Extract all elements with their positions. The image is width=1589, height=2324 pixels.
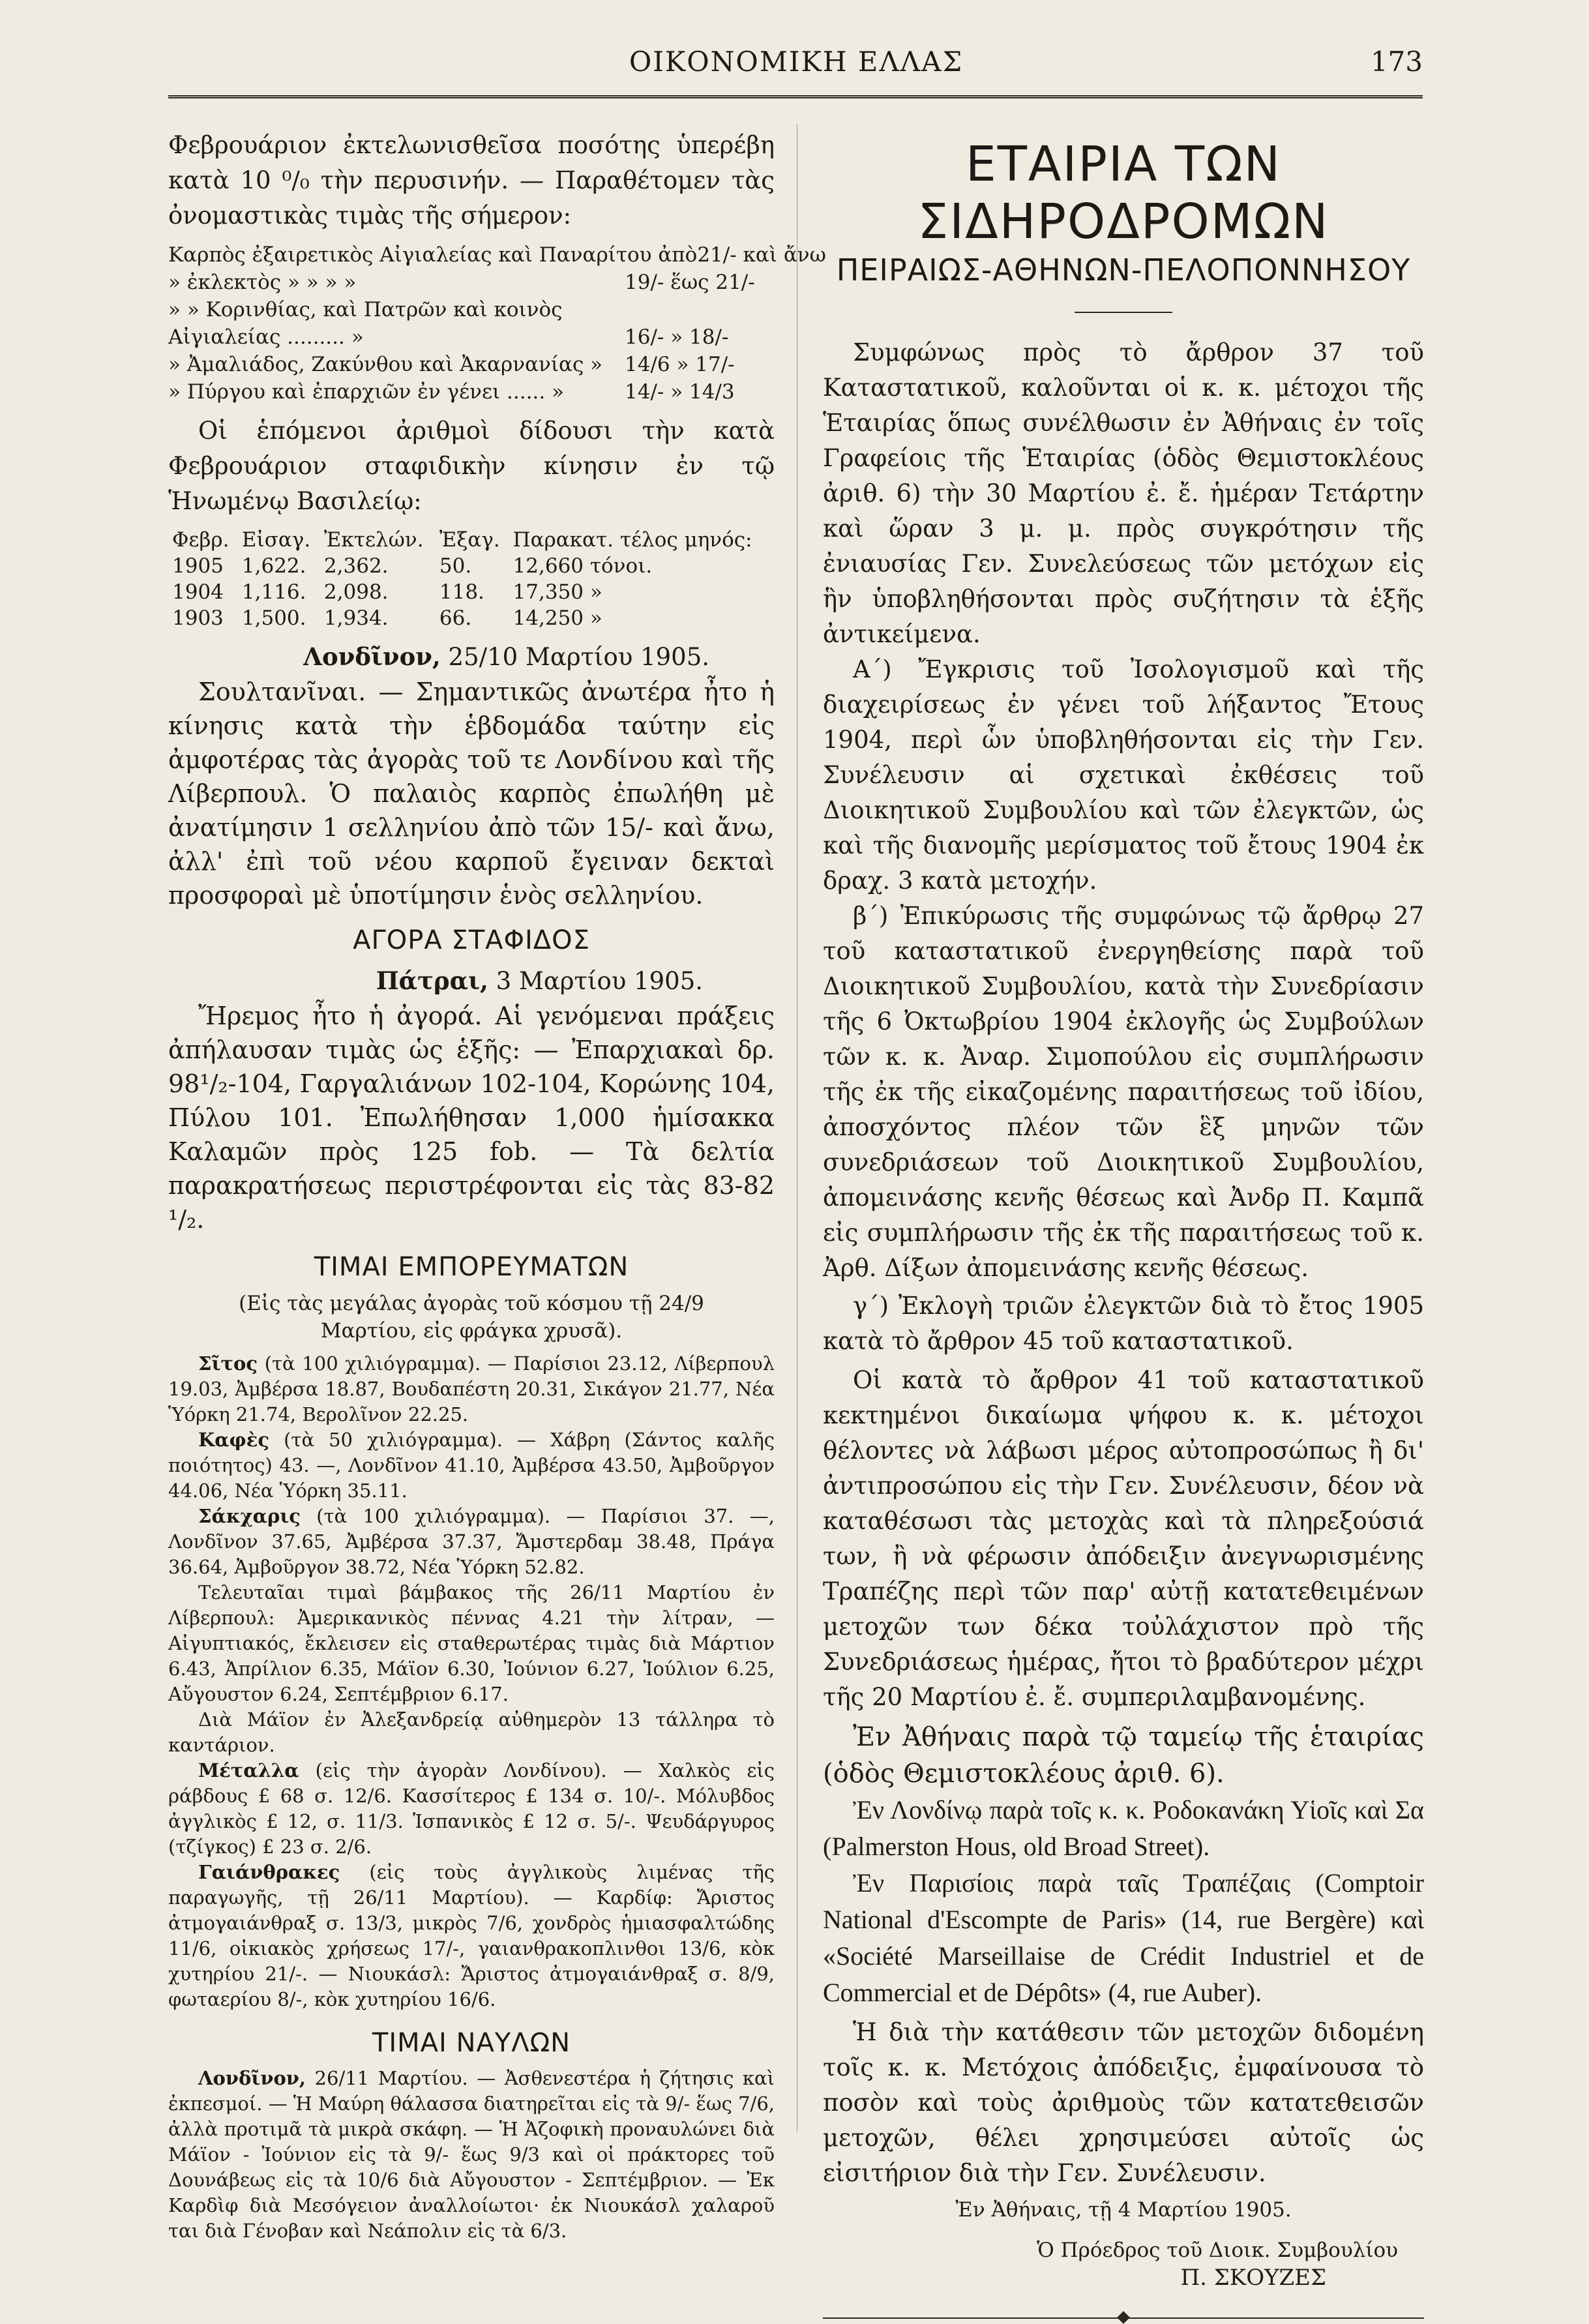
fruit-price-row (168, 269, 775, 296)
freight-prices-heading: ΤΙΜΑΙ ΝΑΥΛΩΝ (372, 2028, 571, 2058)
stats-cell: 1,622. (241, 554, 306, 578)
agenda-item-c: γ΄) Ἐκλογὴ τριῶν ἐλεγκτῶν διὰ τὸ ἔτος 1905 κατὰ τὸ ἄρθρον 45 τοῦ καταστατικοῦ. (823, 1292, 1424, 1355)
fruit-grade: Καρπὸς ἐξαιρετικὸς Αἰγιαλείας καὶ Παναρίτου ἀπὸ (168, 243, 698, 267)
stats-header: Ἐκτελών. (323, 528, 424, 552)
goods-entry (168, 1351, 775, 1427)
freight-city: Λονδῖνον, (198, 2067, 306, 2089)
commodity-prices: (τὰ 100 χιλιόγραμμα). — Παρίσιοι 23.12, Λίβερπουλ 19.03, Ἀμβέρσα 18.87, Βουδαπέστη 20.31, Σικάγον 21.77, Νέα Ὑόρκη 21.74, Βερολῖνον 22.25. (168, 1352, 775, 1425)
dateline-city: Λονδῖνον, (303, 642, 441, 671)
stats-header: Φεβρ. (172, 528, 230, 552)
deposit-athens: Ἐν Ἀθήναις παρὰ τῷ ταμείῳ τῆς ἑταιρίας (ὁδὸς Θεμιστοκλέους ἀριθ. 6). (823, 1722, 1424, 1789)
raisin-stats-table (168, 527, 775, 631)
fruit-grade: » Πύργου καὶ ἐπαρχιῶν ἐν γένει ...... » (168, 380, 564, 404)
patras-dateline (168, 963, 703, 999)
commodity-prices: Διὰ Μάϊον ἐν Ἀλεξανδρείᾳ αὐθημερὸν 13 τάλληρα τὸ καντάριον. (168, 1708, 775, 1756)
freight-paragraph (168, 2066, 775, 2244)
goods-price-list (168, 1351, 775, 2012)
commodity-name: Σάκχαρις (198, 1505, 301, 1527)
closing-rule (823, 2317, 1424, 2319)
commodity-prices: (τὰ 50 χιλιόγραμμα). — Χάβρη (Σάντος καλῆς ποιότητος) 43. —, Λονδῖνον 41.10, Ἀμβέρσα 43.50, Ἀμβοῦργον 44.06, Νέα Ὑόρκη 35.11. (168, 1429, 775, 1502)
stats-cell: 12,660 τόνοι. (512, 554, 653, 578)
stats-cell: 1,500. (241, 606, 306, 630)
journal-title: ΟΙΚΟΝΟΜΙΚΗ ΕΛΛΑΣ (629, 46, 964, 78)
page-number: 173 (1370, 46, 1423, 78)
stats-cell: 1905 (172, 554, 224, 578)
goods-prices-heading: ΤΙΜΑΙ ΕΜΠΟΡΕΥΜΑΤΩΝ (314, 1252, 629, 1282)
commodity-prices: (εἰς τὴν ἀγορὰν Λονδίνου). — Χαλκὸς εἰς ράβδους £ 68 σ. 12/6. Κασσίτερος £ 134 σ. 10/-. Μόλυβδος ἀγγλικὸς £ 12, σ. 11/3. Ἱσπανικὸς £ 12 σ. 5/-. Ψευδάργυρος (τζίγκος) £ 23 σ. 2/6. (168, 1759, 775, 1858)
commodity-name: Γαιάνθρακες (198, 1861, 340, 1883)
stats-cell: 2,098. (323, 580, 389, 604)
deposit-london: Ἐν Λονδίνῳ παρὰ τοῖς κ. κ. Ροδοκανάκη Υἱοῖς καὶ Σα (Palmerston Hous, old Broad Street). (823, 1795, 1424, 1861)
diamond-ornament-icon (1117, 2311, 1130, 2324)
freight-text: 26/11 Μαρτίου. — Ἀσθενεστέρα ἡ ζήτησις καὶ ἐκπεσμοί. — Ἡ Μαύρη θάλασσα διατηρεῖται εἰς τὰ 9/- ἕως 7/6, ἀλλὰ προτιμᾶ τὰ μικρὰ σκάφη. — Ἡ Ἀζοφικὴ προναυλώνει διὰ Μάϊον - Ἰούνιον εἰς τὰ 9/- ἕως 9/3 καὶ οἱ πράκτορες τοῦ Δουνάβεως εἰς τὰ 10/6 διὰ Αὔγουστον - Σεπτέμβριον. — Ἐκ Καρδὶφ διὰ Μεσόγειον ἀναλλοίωτοι· ἐκ Νιουκάσλ χαλαροῦ ται διὰ Γένοβαν καὶ Νεάπολιν εἰς τὰ 6/3. (168, 2067, 775, 2242)
goods-entry (168, 1580, 775, 1707)
sultanas-paragraph: Σουλτανῖναι. — Σημαντικῶς ἀνωτέρα ἦτο ἡ κίνησις κατὰ τὴν ἑβδομάδα ταύτην εἰς ἀμφοτέρας τὰς ἀγορὰς τοῦ τε Λονδίνου καὶ τῆς Λίβερπουλ. Ὁ παλαιὸς καρπὸς ἐπωλήθη μὲ ἀνατίμησιν 1 σελληνίου ἀπὸ τῶν 15/- καὶ ἄνω, ἀλλ' ἐπὶ τοῦ νέου καρποῦ ἔγειναν δεκταὶ προσφοραὶ μὲ ὑποτίμησιν ἑνὸς σελληνίου. (168, 678, 775, 910)
stats-cell: 50. (439, 554, 472, 578)
stats-intro-paragraph: Οἱ ἑπόμενοι ἀριθμοὶ δίδουσι τὴν κατὰ Φεβρουάριον σταφιδικὴν κίνησιν ἐν τῷ Ἡνωμένῳ Βασιλείῳ: (168, 417, 775, 515)
stats-cell: 17,350 » (512, 580, 602, 604)
agenda-item-a: Α΄) Ἔγκρισις τοῦ Ἰσολογισμοῦ καὶ τῆς διαχειρίσεως ἐν γένει τοῦ λήξαντος Ἔτους 1904, περὶ ὧν ὑποβληθήσονται εἰς τὴν Γεν. Συνέλευσιν αἱ σχετικαὶ ἐκθέσεις τοῦ Διοικητικοῦ Συμβουλίου καὶ τῶν ἐλεγκτῶν, ὡς καὶ τῆς διανομῆς μερίσματος τοῦ ἔτους 1904 ἐκ δραχ. 3 κατὰ μετοχήν. (823, 655, 1424, 895)
stats-cell: 14,250 » (512, 606, 602, 630)
fruit-grade: » Ἀμαλιάδος, Ζακύνθου καὶ Ἀκαρνανίας » (168, 353, 603, 376)
stats-row (168, 579, 775, 605)
patras-paragraph: Ἤρεμος ἦτο ἡ ἀγορά. Αἱ γενόμεναι πράξεις ἀπήλαυσαν τιμὰς ὡς ἑξῆς: — Ἐπαρχιακαὶ δρ. 98¹/₂-104, Γαργαλιάνων 102-104, Κορώνης 104, Πύλου 101. Ἐπωλήθησαν 1,000 ἡμίσακκα Καλαμῶν πρὸς 125 fob. — Τὰ δελτία παρακρατήσεως περιστρέφονται εἰς τὰς 83-82 ¹/₂. (168, 1002, 775, 1234)
dateline-date: 25/10 Μαρτίου 1905. (440, 643, 709, 671)
london-dateline (168, 639, 709, 675)
article-41-paragraph: Οἱ κατὰ τὸ ἄρθρον 41 τοῦ καταστατικοῦ κεκτημένοι δικαίωμα ψήφου κ. κ. μέτοχοι θέλοντες νὰ λάβωσι μέρος αὐτοπροσώπως ἢ δι' ἀντιπροσώπου εἰς τὴν Γεν. Συνέλευσιν, δέον νὰ καταθέσωσι τὰς μετοχὰς καὶ τὰ πληρεξούσιά των, ἢ νὰ φέρωσιν ἀπόδειξιν ἀνεγνωρισμένης Τραπέζης περὶ τῶν παρ' αὐτῇ κατατεθειμένων μετοχῶν των δέκα τοὐλάχιστον πρὸ τῆς Συνεδριάσεως ἡμέρας, ἤτοι τὸ βραδύτερον μέχρι τῆς 20 Μαρτίου ἐ. ἔ. συμπεριλαμβανομένης. (823, 1366, 1424, 1711)
notice-dateline: Ἐν Ἀθήναις, τῇ 4 Μαρτίου 1905. (955, 2198, 1292, 2222)
stats-row (168, 605, 775, 631)
fruit-price-row (168, 241, 826, 269)
stats-cell: 1,934. (323, 606, 389, 630)
fruit-grade: » » Κορινθίας, καὶ Πατρῶν καὶ κοινὸς Αἰγιαλείας ......... » (168, 298, 563, 349)
agenda-item-b: β΄) Ἐπικύρωσις τῆς συμφώνως τῷ ἄρθρῳ 27 τοῦ καταστατικοῦ ἐνεργηθείσης παρὰ τοῦ Διοικητικοῦ Συμβουλίου, κατὰ τὴν Συνεδρίασιν τῆς 6 Ὀκτωβρίου 1904 ἐκλογῆς ὡς Συμβούλων τῶν κ. κ. Ἀναρ. Σιμοπούλου εἰς συμπλήρωσιν τῆς ἐκ τῆς εἰκαζομένης παραιτήσεως τοῦ ἰδίου, ἀποσχόντος πλέον τῶν ἓξ μηνῶν τῶν συνεδριάσεων τοῦ Διοικητικοῦ Συμβουλίου, ἀπομεινάσης κενῆς θέσεως καὶ Ἀνδρ Π. Καμπᾶ εἰς συμπλήρωσιν τῆς ἐκ τῆς παραιτήσεως τοῦ κ. Ἀρθ. Δίξων ἀπομεινάσης κενῆς θέσεως. (823, 902, 1424, 1282)
goods-entry (168, 1504, 775, 1580)
title-rule (1075, 312, 1172, 313)
company-title: ΕΤΑΙΡΙΑ ΤΩΝ ΣΙΔΗΡΟΔΡΟΜΩΝ (917, 136, 1329, 250)
fruit-grade: » ἐκλεκτὸς » » » » (168, 271, 357, 294)
stats-header-row (168, 527, 775, 553)
goods-prices-note: (Εἰς τὰς μεγάλας ἀγορὰς τοῦ κόσμου τῇ 24/9 Μαρτίου, εἰς φράγκα χρυσᾶ). (239, 1292, 704, 1343)
stats-cell: 66. (439, 606, 472, 630)
left-column (168, 128, 826, 2244)
deposit-paris: Ἐν Παρισίοις παρὰ ταῖς Τραπέζαις (Comptoir National d'Escompte de Paris» (14, rue Bergère) καὶ «Société Marseillaise de Crédit Industriel et de Commercial et de Dépôts» (4, rue Auber). (823, 1868, 1424, 2007)
commodity-prices: (εἰς τοὺς ἀγγλικοὺς λιμένας τῆς παραγωγῆς, τῇ 26/11 Μαρτίου). — Καρδίφ: Ἄριστος ἀτμογαιάνθραξ σ. 13/3, μικρὸς 7/6, χονδρὸς ἡμιασφαλτώδης 11/6, οἰκιακὸς χρήσεως 17/-, γαιανθρακοπλινθοι 13/6, κὸκ χυτηρίου 21/-. — Νιουκάσλ: Ἄριστος ἀτμογαιάνθραξ σ. 8/9, φωταερίου 8/-, κὸκ χυτηρίου 16/6. (168, 1861, 775, 2010)
stats-header: Εἰσαγ. (241, 528, 311, 552)
notice-intro-paragraph: Συμφώνως πρὸς τὸ ἄρθρον 37 τοῦ Καταστατικοῦ, καλοῦνται οἱ κ. κ. μέτοχοι τῆς Ἑταιρίας ὅπως συνέλθωσιν ἐν Ἀθήναις ἐν τοῖς Γραφείοις τῆς Ἑταιρίας (ὁδὸς Θεμιστοκλέους ἀριθ. 6) τὴν 30 Μαρτίου ἐ. ἔ. ἡμέραν Τετάρτην καὶ ὥραν 3 μ. μ. πρὸς συγκρότησιν τῆς ἐνιαυσίας Γεν. Συνελεύσεως τῶν μετόχων εἰς ἣν ὑποβληθήσονται πρὸς συζήτησιν τὰ ἑξῆς ἀντικείμενα. (823, 338, 1424, 648)
stats-cell: 1903 (172, 606, 224, 630)
commodity-name: Σῖτος (198, 1352, 258, 1375)
stats-cell: 118. (439, 580, 484, 604)
company-subtitle: ΠΕΙΡΑΙΩΣ-ΑΘΗΝΩΝ-ΠΕΛΟΠΟΝΝΗΣΟΥ (836, 252, 1411, 288)
stats-row (168, 553, 775, 579)
raisin-market-heading: ΑΓΟΡΑ ΣΤΑΦΙΔΟΣ (353, 925, 590, 955)
signature-name: Π. ΣΚΟΥΖΕΣ (1180, 2265, 1326, 2291)
dateline-city: Πάτραι, (376, 966, 488, 995)
raisin-intro-paragraph: Φεβρουάριον ἐκτελωνισθεῖσα ποσότης ὑπερέβη κατὰ 10 ⁰/₀ τὴν περυσινήν. — Παραθέτομεν τὰς ὀνομαστικὰς τιμὰς τῆς σήμερον: (168, 131, 775, 230)
commodity-name: Μέταλλα (198, 1759, 299, 1781)
fruit-price: 21/- καὶ ἄνω (697, 243, 826, 267)
commodity-prices: Τελευταῖαι τιμαὶ βάμβακος τῆς 26/11 Μαρτίου ἐν Λίβερπουλ: Ἀμερικανικὸς πέννας 4.21 τὴν λίτραν, — Αἰγυπτιακός, ἔκλεισεν εἰς σταθερωτέρας τιμὰς διὰ Μάρτιον 6.43, Ἀπρίλιον 6.35, Μάϊον 6.30, Ἰούνιον 6.27, Ἰούλιον 6.25, Αὔγουστον 6.24, Σεπτέμβριον 6.17. (168, 1581, 775, 1705)
stats-header: Ἐξαγ. (439, 528, 500, 552)
stats-header: Παρακατ. τέλος μηνός: (512, 528, 752, 552)
right-column (823, 128, 1424, 2319)
commodity-prices: (τὰ 100 χιλιόγραμμα). — Παρίσιοι 37. —, Λονδῖνον 37.65, Ἀμβέρσα 37.37, Ἄμστερδαμ 38.48, Πράγα 36.64, Ἀμβοῦργον 38.72, Νέα Ὑόρκη 52.82. (168, 1505, 775, 1578)
stats-cell: 2,362. (323, 554, 389, 578)
fruit-price: 14/6 » 17/- (625, 353, 735, 376)
fruit-price-list (168, 241, 826, 406)
fruit-price: 16/- » 18/- (625, 325, 729, 349)
receipt-paragraph: Ἡ διὰ τὴν κατάθεσιν τῶν μετοχῶν διδομένη τοῖς κ. κ. Μετόχοις ἀπόδειξις, ἐμφαίνουσα τὸ ποσὸν καὶ τοὺς ἀριθμοὺς τῶν κατατεθεισῶν μετοχῶν, θέλει χρησιμεύσει αὐτοῖς ὡς εἰσιτήριον διὰ τὴν Γεν. Συνέλευσιν. (823, 2018, 1424, 2187)
fruit-price: 19/- ἕως 21/- (625, 271, 755, 294)
running-head (170, 46, 1423, 91)
fruit-price-row (168, 378, 775, 406)
dateline-date: 3 Μαρτίου 1905. (488, 967, 703, 995)
goods-entry (168, 1427, 775, 1504)
stats-cell: 1904 (172, 580, 224, 604)
goods-entry (168, 1860, 775, 2012)
fruit-price: 14/- » 14/3 (625, 380, 735, 404)
signature-title: Ὁ Πρόεδρος τοῦ Διοικ. Συμβουλίου (1037, 2239, 1398, 2262)
commodity-name: Καφὲς (198, 1429, 270, 1451)
header-rule (168, 95, 1423, 98)
goods-entry (168, 1758, 775, 1860)
goods-entry (168, 1707, 775, 1758)
stats-cell: 1,116. (241, 580, 306, 604)
fruit-price-row (168, 296, 775, 351)
fruit-price-row (168, 351, 775, 378)
